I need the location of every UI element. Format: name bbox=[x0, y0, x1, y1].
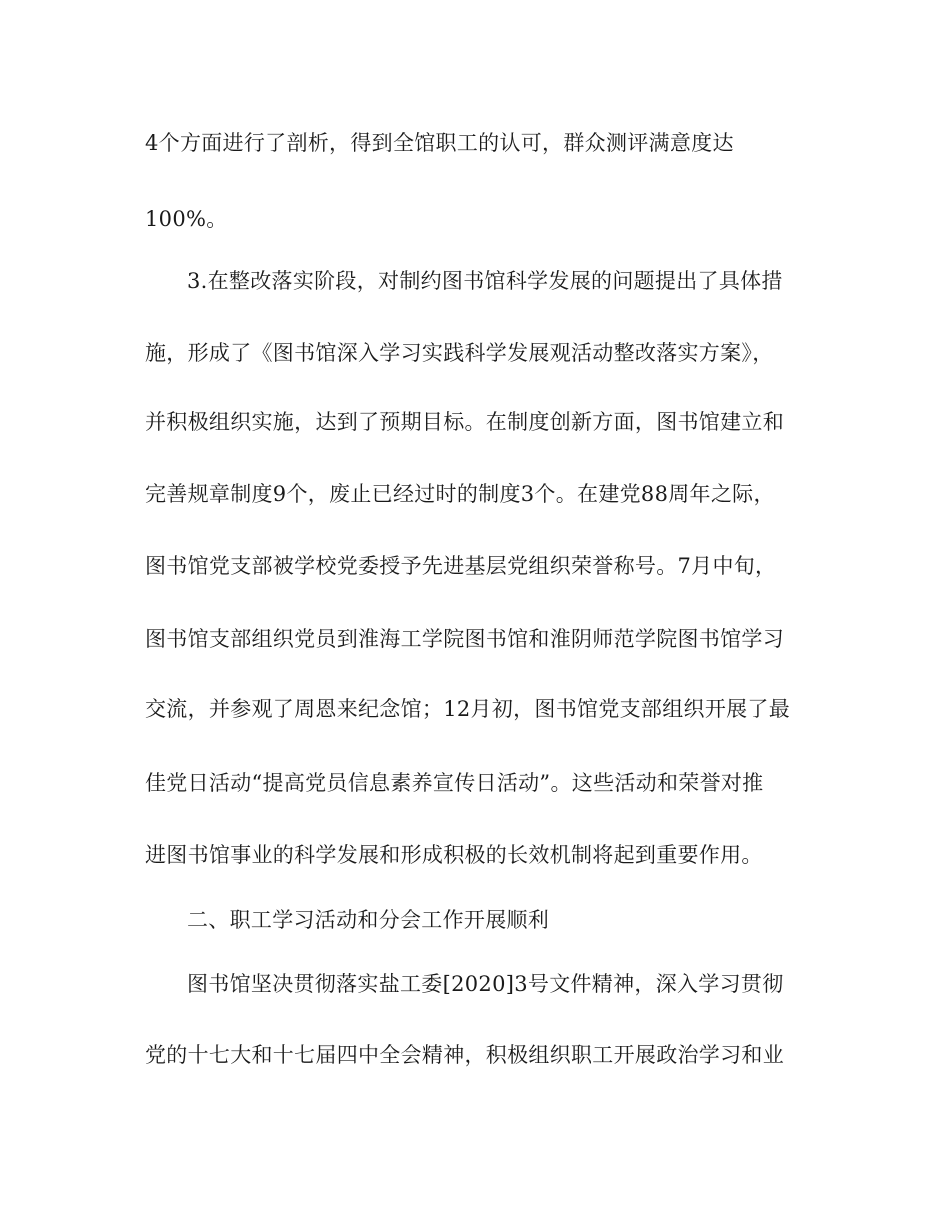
paragraph-line: 党的十七大和十七届四中全会精神，积极组织职工开展政治学习和业 bbox=[145, 1043, 784, 1067]
paragraph-line: 施，形成了《图书馆深入学习实践科学发展观活动整改落实方案》， bbox=[145, 341, 774, 365]
paragraph-line: 进图书馆事业的科学发展和形成积极的长效机制将起到重要作用。 bbox=[145, 843, 763, 867]
paragraph-line: 图书馆支部组织党员到淮海工学院图书馆和淮阴师范学院图书馆学习 bbox=[145, 627, 784, 651]
paragraph-line: 并积极组织实施，达到了预期目标。在制度创新方面，图书馆建立和 bbox=[145, 410, 784, 434]
paragraph-line: 100%。 bbox=[145, 207, 228, 231]
paragraph-line: 完善规章制度9个，废止已经过时的制度3个。在建党88周年之际， bbox=[145, 482, 775, 506]
section-heading: 二、职工学习活动和分会工作开展顺利 bbox=[187, 908, 550, 932]
paragraph-line: 3.在整改落实阶段，对制约图书馆科学发展的问题提出了具体措 bbox=[187, 269, 783, 293]
paragraph-line: 图书馆坚决贯彻落实盐工委[2020]3号文件精神，深入学习贯彻 bbox=[187, 972, 784, 996]
paragraph-line: 佳党日活动“提高党员信息素养宣传日活动”。这些活动和荣誉对推 bbox=[145, 771, 764, 795]
paragraph-line: 4个方面进行了剖析，得到全馆职工的认可，群众测评满意度达 bbox=[145, 131, 734, 155]
paragraph-line: 图书馆党支部被学校党委授予先进基层党组织荣誉称号。7月中旬， bbox=[145, 554, 777, 578]
paragraph-line: 交流，并参观了周恩来纪念馆；12月初，图书馆党支部组织开展了最 bbox=[145, 697, 791, 721]
